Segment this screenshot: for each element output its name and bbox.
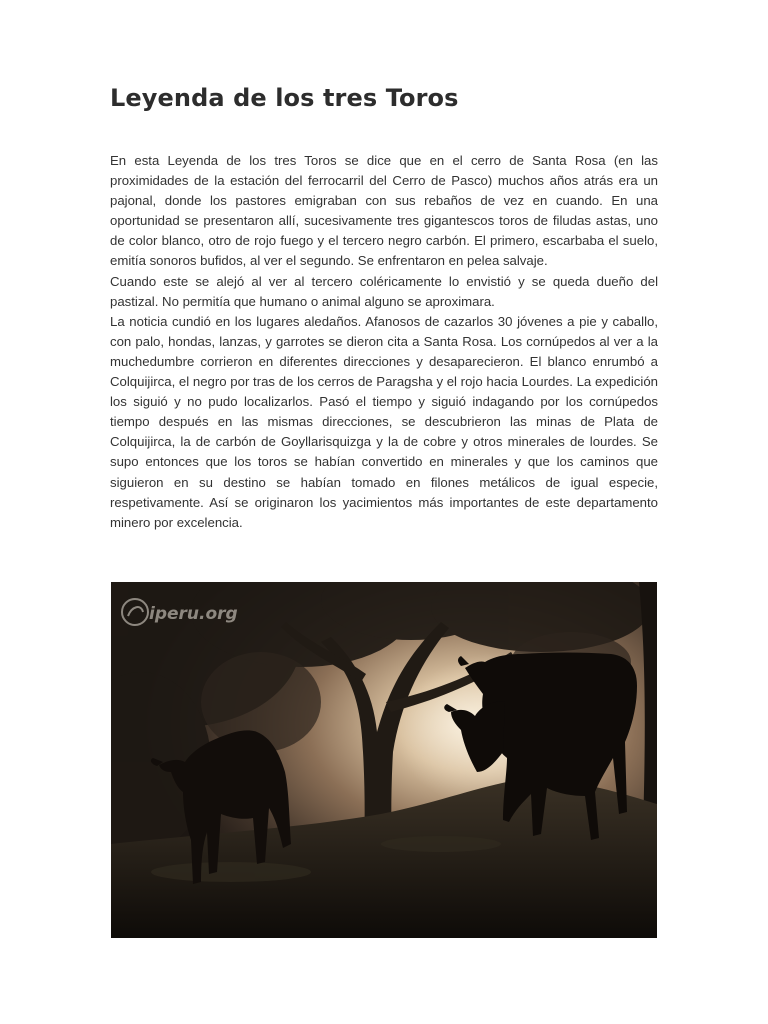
article-body [110, 151, 658, 533]
bulls-silhouette-scene [111, 582, 657, 938]
paragraph-1: En esta Leyenda de los tres Toros se dice que en el cerro de Santa Rosa (en las proximidades de la estación del ferrocarril del Cerro de Pasco) muchos años atrás era un pajonal, donde los pastores emigraban con sus rebaños de vez en cuando. En una oportunidad se presentaron allí, sucesivamente tres gigantescos toros de filudas astas, uno de color blanco, otro de rojo fuego y el tercero negro carbón. El primero, escarbaba el suelo, emitía sonoros bufidos, al ver el segundo. Se enfrentaron en pelea salvaje. [110, 153, 658, 269]
page-title: Leyenda de los tres Toros [110, 84, 459, 112]
watermark-text: iperu.org [149, 604, 238, 624]
paragraph-2: Cuando este se alejó al ver al tercero coléricamente lo envistió y se queda dueño del pastizal. No permitía que humano o animal alguno se aproximara. [110, 273, 658, 309]
paragraph-3: La noticia cundió en los lugares aledaños. Afanosos de cazarlos 30 jóvenes a pie y caballo, con palo, hondas, lanzas, y garrotes se dieron cita a Santa Rosa. Los cornúpedos al ver a la muchedumbre corrieron en diferentes direcciones y desaparecieron. El blanco enrumbó a Colquijirca, el negro por tras de los cerros de Paragsha y el rojo hacia Lourdes. La expedición los siguió y no pudo localizarlos. Pasó el tiempo y siguió indagando por los cornúpedos tiempo después en las mismas direcciones, se descubrieron las minas de Plata de Colquijirca, la de carbón de Goyllarisquizga y la de cobre y otros minerales de lourdes. Se supo entonces que los toros se habían convertido en minerales y que los caminos que siguieron en su destino se habían tomado en filones metálicos de igual especie, respetivamente. Así se originaron los yacimientos más importantes de este departamento minero por excelencia. [110, 313, 658, 530]
bulls-photo [111, 582, 657, 938]
